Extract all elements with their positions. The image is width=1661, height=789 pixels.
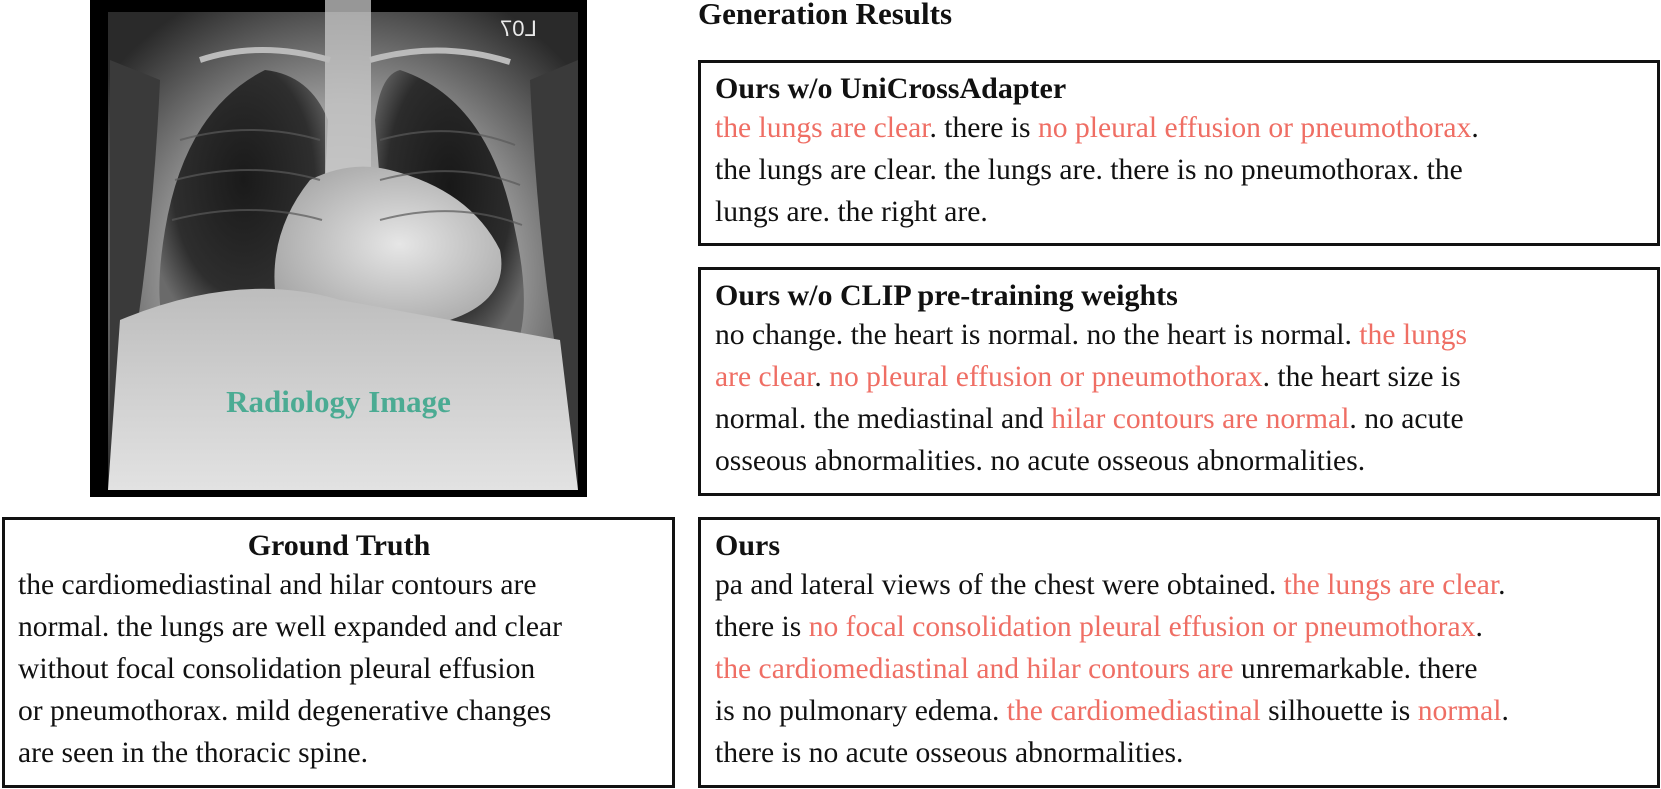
result-line: [715, 690, 1643, 732]
result-line: [715, 149, 1643, 191]
matched-finding-text: no pleural effusion or pneumothorax: [1037, 112, 1472, 144]
result-text-segment: is no pulmonary edema.: [715, 695, 1007, 727]
result-text: [715, 107, 1643, 233]
ground-truth-line: or pneumothorax. mild degenerative changes: [18, 695, 552, 727]
generation-results-heading: Generation Results: [698, 0, 953, 31]
result-title: Ours w/o UniCrossAdapter: [715, 72, 1067, 105]
result-text-segment: . no acute: [1349, 403, 1464, 435]
ground-truth-title: Ground Truth: [247, 529, 431, 562]
matched-finding-text: the lungs: [1359, 319, 1467, 351]
result-text: [715, 564, 1643, 774]
result-line: [715, 732, 1643, 774]
result-line: [715, 398, 1643, 440]
result-line: [715, 191, 1643, 233]
result-text-segment: the lungs are clear. the lungs are. there is no pneumothorax. the: [715, 154, 1463, 186]
result-text-segment: unremarkable. there: [1233, 653, 1478, 685]
result-text-segment: normal. the mediastinal and: [715, 403, 1052, 435]
chest-xray-picture: [90, 0, 587, 497]
result-title: Ours: [715, 529, 781, 562]
result-text-segment: .: [1501, 695, 1509, 727]
result-line: [715, 564, 1643, 606]
ground-truth-line: the cardiomediastinal and hilar contours are: [18, 569, 537, 601]
result-line: [715, 648, 1643, 690]
result-text-segment: no change. the heart is normal. no the heart is normal.: [715, 319, 1360, 351]
result-box-without-unicrossadapter: [698, 60, 1660, 246]
result-text-segment: .: [1475, 611, 1483, 643]
result-text-segment: osseous abnormalities. no acute osseous abnormalities.: [715, 445, 1366, 477]
ground-truth-text: [18, 564, 660, 774]
result-text-segment: pa and lateral views of the chest were obtained.: [715, 569, 1284, 601]
matched-finding-text: hilar contours are normal: [1051, 403, 1350, 435]
result-box-ours: [698, 517, 1660, 788]
result-text-segment: .: [1498, 569, 1506, 601]
radiology-image: [90, 0, 587, 497]
result-text: [715, 314, 1643, 482]
matched-finding-text: normal: [1417, 695, 1502, 727]
ground-truth-line: normal. the lungs are well expanded and clear: [18, 611, 562, 643]
result-line: [715, 314, 1643, 356]
matched-finding-text: no focal consolidation pleural effusion or pneumothorax: [808, 611, 1476, 643]
result-text-segment: .: [814, 361, 830, 393]
result-text-segment: there is: [715, 611, 809, 643]
ground-truth-box: [2, 517, 675, 788]
result-box-without-clip-weights: [698, 267, 1660, 496]
result-line: [715, 606, 1643, 648]
result-line: [715, 107, 1643, 149]
image-corner-mark: L07: [500, 16, 537, 41]
result-text-segment: . there is: [929, 112, 1038, 144]
ground-truth-line: are seen in the thoracic spine.: [18, 737, 369, 769]
result-text-segment: silhouette is: [1260, 695, 1418, 727]
matched-finding-text: no pleural effusion or pneumothorax: [829, 361, 1263, 393]
matched-finding-text: the lungs are clear: [715, 112, 930, 144]
matched-finding-text: the cardiomediastinal: [1006, 695, 1261, 727]
result-title: Ours w/o CLIP pre-training weights: [715, 279, 1178, 312]
result-text-segment: .: [1471, 112, 1479, 144]
image-caption: Radiology Image: [226, 384, 451, 419]
result-text-segment: there is no acute osseous abnormalities.: [715, 737, 1184, 769]
result-text-segment: lungs are. the right are.: [715, 196, 988, 228]
result-text-segment: . the heart size is: [1262, 361, 1461, 393]
result-line: [715, 440, 1643, 482]
matched-finding-text: are clear: [715, 361, 815, 393]
result-line: [715, 356, 1643, 398]
ground-truth-line: without focal consolidation pleural effusion: [18, 653, 536, 685]
matched-finding-text: the lungs are clear: [1283, 569, 1499, 601]
matched-finding-text: the cardiomediastinal and hilar contours are: [715, 653, 1234, 685]
